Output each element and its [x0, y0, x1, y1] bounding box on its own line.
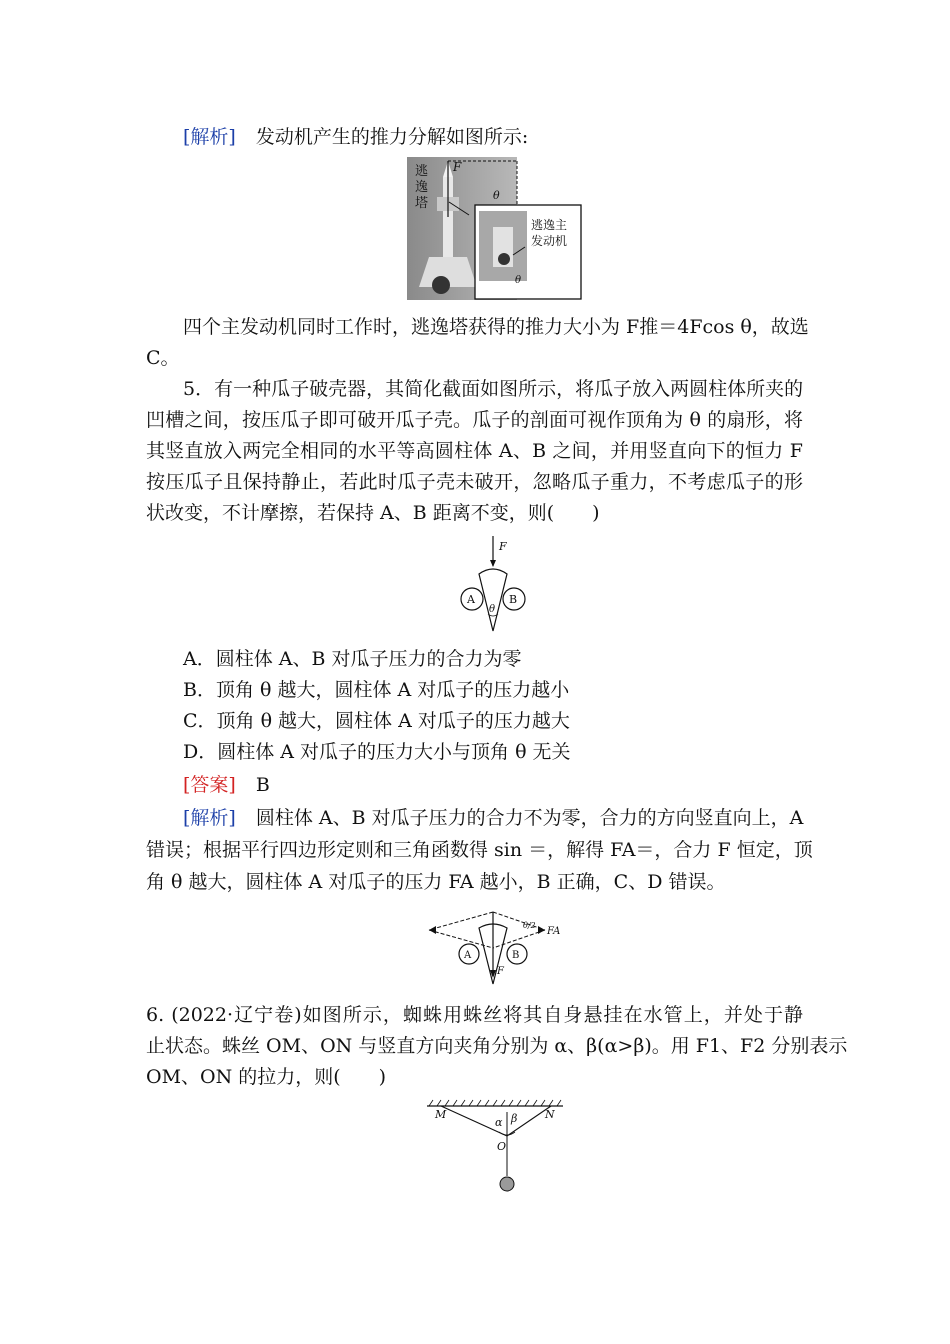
q5-analysis-line-1	[183, 805, 803, 831]
tower-label-2: 逸	[415, 180, 429, 195]
pipe-hatching	[429, 1100, 561, 1106]
q6-stem-line: 6. (2022·辽宁卷)如图所示，蜘蛛用蛛丝将其自身悬挂在水管上，并处于静	[146, 1004, 803, 1026]
engine-label-1: 逃逸主	[531, 218, 568, 232]
analysis-tag: [解析]	[183, 126, 236, 148]
spider	[500, 1177, 514, 1191]
analysis-text: 发动机产生的推力分解如图所示:	[255, 126, 529, 148]
seed-cracker-figure	[455, 536, 535, 636]
cylinder-a-label: A	[467, 593, 475, 606]
angle-beta: β	[511, 1112, 518, 1125]
force-arrow-head	[490, 560, 496, 567]
answer-line	[183, 772, 270, 798]
q5-stem-line: 按压瓜子且保持静止，若此时瓜子壳未破开，忽略瓜子重力，不考虑瓜子的形	[146, 471, 803, 493]
arrow-left-head	[429, 926, 436, 934]
q6-stem-line: 止状态。蛛丝 OM、ON 与竖直方向夹角分别为 α、β(α>β)。用 F1、F2 分别表示	[146, 1035, 848, 1057]
engine-label-2: 发动机	[531, 234, 568, 248]
option-d: D．圆柱体 A 对瓜子的压力大小与顶角 θ 无关	[183, 741, 571, 763]
answer-tag: [答案]	[183, 774, 236, 796]
cylinder-b-label: B	[509, 593, 518, 606]
option-c: C．顶角 θ 越大，圆柱体 A 对瓜子的压力越大	[183, 710, 570, 732]
q4-conclusion-line-1: 四个主发动机同时工作时，逃逸塔获得的推力大小为 F推＝4Fcos θ，故选	[183, 316, 809, 338]
analysis-text: 圆柱体 A、B 对瓜子压力的合力不为零，合力的方向竖直向上，A	[255, 807, 804, 829]
rocket-escape-tower-figure	[407, 157, 582, 300]
q5-analysis-line-2: 错误；根据平行四边形定则和三角函数得 sin ＝，解得 FA＝，合力 F 恒定，顶	[146, 839, 813, 861]
cylinder-a-label: A	[464, 950, 472, 961]
half-angle-label: θ/2	[523, 921, 536, 930]
option-b: B．顶角 θ 越大，圆柱体 A 对瓜子的压力越小	[183, 679, 570, 701]
force-label: F	[453, 160, 462, 174]
option-a: A．圆柱体 A、B 对瓜子压力的合力为零	[183, 648, 522, 670]
q5-analysis-line-3: 角 θ 越大，圆柱体 A 对瓜子的压力 FA 越小，B 正确，C、D 错误。	[146, 871, 726, 893]
rocket-engine-dark	[432, 276, 450, 294]
analysis-tag: [解析]	[183, 807, 236, 829]
force-label: F	[497, 966, 504, 977]
q5-stem-line: 其竖直放入两完全相同的水平等高圆柱体 A、B 之间，并用竖直向下的恒力 F	[146, 440, 803, 462]
point-o: O	[497, 1140, 507, 1153]
force-a-label: FA	[547, 926, 561, 937]
dashed-left-top	[429, 912, 493, 930]
q6-stem-line: OM、ON 的拉力，则( )	[146, 1066, 387, 1088]
tower-label-1: 逃	[415, 164, 429, 179]
cylinder-b-label: B	[512, 950, 520, 961]
q4-analysis-line	[183, 124, 528, 150]
q5-stem-line: 5．有一种瓜子破壳器，其简化截面如图所示，将瓜子放入两圆柱体所夹的	[183, 378, 804, 400]
q5-stem-line: 状改变，不计摩擦，若保持 A、B 距离不变，则( )	[146, 502, 600, 524]
tower-label-3: 塔	[415, 196, 429, 211]
q5-stem-line: 凹槽之间，按压瓜子即可破开瓜子壳。瓜子的剖面可视作顶角为 θ 的扇形，将	[146, 409, 803, 431]
force-decomposition-figure	[425, 908, 565, 990]
answer-value: B	[255, 774, 270, 796]
angle-label: θ	[489, 604, 496, 615]
arrow-right-head	[538, 926, 545, 934]
point-n: N	[545, 1108, 555, 1121]
angle-label: θ	[493, 189, 500, 202]
spider-figure	[425, 1098, 565, 1194]
force-label: F	[499, 540, 507, 553]
q4-conclusion-line-2: C。	[146, 347, 180, 369]
inset-engine	[498, 253, 510, 265]
small-angle-label: θ	[515, 275, 522, 286]
angle-alpha: α	[495, 1116, 503, 1129]
dashed-right-top	[493, 912, 545, 930]
point-m: M	[435, 1108, 447, 1121]
